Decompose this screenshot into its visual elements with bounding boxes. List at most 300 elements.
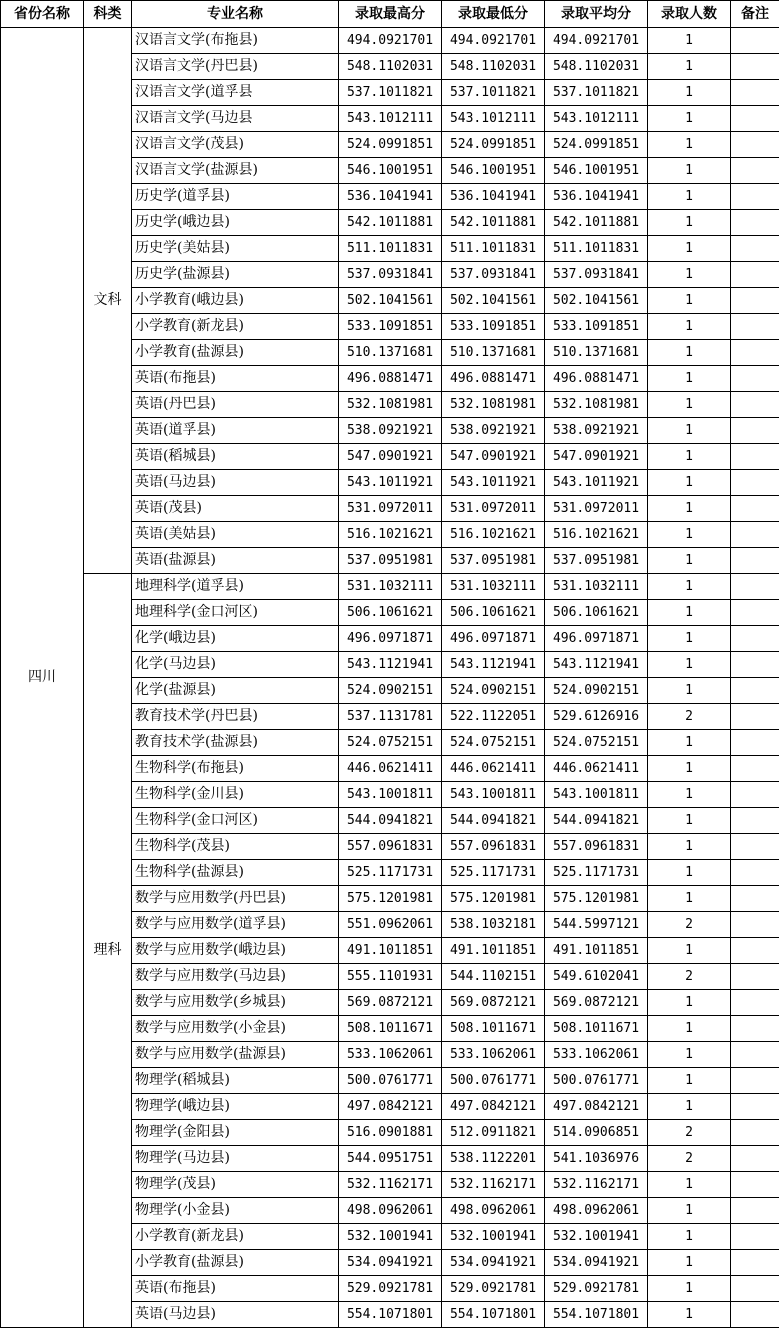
min-score-cell: 538.1032181 (442, 912, 545, 938)
count-cell: 1 (648, 262, 731, 288)
remarks-cell (731, 808, 779, 834)
count-cell: 1 (648, 730, 731, 756)
category-cell: 文科 (84, 28, 132, 574)
count-cell: 2 (648, 912, 731, 938)
remarks-cell (731, 236, 779, 262)
min-score-cell: 534.0941921 (442, 1250, 545, 1276)
max-score-cell: 516.0901881 (339, 1120, 442, 1146)
major-cell: 化学(峨边县) (132, 626, 339, 652)
major-cell: 生物科学(茂县) (132, 834, 339, 860)
header-min-score: 录取最低分 (442, 1, 545, 28)
avg-score-cell: 446.0621411 (545, 756, 648, 782)
remarks-cell (731, 912, 779, 938)
major-cell: 小学教育(盐源县) (132, 340, 339, 366)
remarks-cell (731, 522, 779, 548)
count-cell: 1 (648, 756, 731, 782)
remarks-cell (731, 1224, 779, 1250)
avg-score-cell: 533.1091851 (545, 314, 648, 340)
major-cell: 数学与应用数学(乡城县) (132, 990, 339, 1016)
min-score-cell: 533.1091851 (442, 314, 545, 340)
max-score-cell: 498.0962061 (339, 1198, 442, 1224)
min-score-cell: 496.0881471 (442, 366, 545, 392)
max-score-cell: 496.0971871 (339, 626, 442, 652)
major-cell: 数学与应用数学(盐源县) (132, 1042, 339, 1068)
min-score-cell: 524.0752151 (442, 730, 545, 756)
avg-score-cell: 508.1011671 (545, 1016, 648, 1042)
max-score-cell: 536.1041941 (339, 184, 442, 210)
header-row (1, 1, 779, 28)
min-score-cell: 525.1171731 (442, 860, 545, 886)
avg-score-cell: 537.1011821 (545, 80, 648, 106)
major-cell: 物理学(金阳县) (132, 1120, 339, 1146)
remarks-cell (731, 340, 779, 366)
remarks-cell (731, 1120, 779, 1146)
min-score-cell: 500.0761771 (442, 1068, 545, 1094)
avg-score-cell: 494.0921701 (545, 28, 648, 54)
count-cell: 1 (648, 1042, 731, 1068)
max-score-cell: 569.0872121 (339, 990, 442, 1016)
remarks-cell (731, 314, 779, 340)
remarks-cell (731, 600, 779, 626)
count-cell: 1 (648, 184, 731, 210)
max-score-cell: 532.1001941 (339, 1224, 442, 1250)
min-score-cell: 516.1021621 (442, 522, 545, 548)
count-cell: 1 (648, 132, 731, 158)
remarks-cell (731, 574, 779, 600)
remarks-cell (731, 548, 779, 574)
major-cell: 生物科学(金川县) (132, 782, 339, 808)
count-cell: 1 (648, 938, 731, 964)
max-score-cell: 543.1011921 (339, 470, 442, 496)
count-cell: 1 (648, 1068, 731, 1094)
avg-score-cell: 516.1021621 (545, 522, 648, 548)
min-score-cell: 537.1011821 (442, 80, 545, 106)
max-score-cell: 554.1071801 (339, 1302, 442, 1328)
min-score-cell: 537.0931841 (442, 262, 545, 288)
max-score-cell: 537.0931841 (339, 262, 442, 288)
remarks-cell (731, 1042, 779, 1068)
remarks-cell (731, 886, 779, 912)
max-score-cell: 516.1021621 (339, 522, 442, 548)
major-cell: 英语(茂县) (132, 496, 339, 522)
min-score-cell: 569.0872121 (442, 990, 545, 1016)
major-cell: 物理学(马边县) (132, 1146, 339, 1172)
count-cell: 1 (648, 574, 731, 600)
max-score-cell: 497.0842121 (339, 1094, 442, 1120)
max-score-cell: 542.1011881 (339, 210, 442, 236)
avg-score-cell: 543.1012111 (545, 106, 648, 132)
avg-score-cell: 514.0906851 (545, 1120, 648, 1146)
major-cell: 小学教育(新龙县) (132, 1224, 339, 1250)
major-cell: 物理学(峨边县) (132, 1094, 339, 1120)
major-cell: 生物科学(盐源县) (132, 860, 339, 886)
avg-score-cell: 538.0921921 (545, 418, 648, 444)
major-cell: 汉语言文学(茂县) (132, 132, 339, 158)
major-cell: 数学与应用数学(马边县) (132, 964, 339, 990)
remarks-cell (731, 1172, 779, 1198)
min-score-cell: 446.0621411 (442, 756, 545, 782)
count-cell: 2 (648, 1120, 731, 1146)
min-score-cell: 524.0991851 (442, 132, 545, 158)
avg-score-cell: 546.1001951 (545, 158, 648, 184)
table-body (1, 28, 779, 1328)
min-score-cell: 543.1011921 (442, 470, 545, 496)
major-cell: 英语(马边县) (132, 1302, 339, 1328)
count-cell: 1 (648, 652, 731, 678)
count-cell: 1 (648, 236, 731, 262)
remarks-cell (731, 1198, 779, 1224)
remarks-cell (731, 184, 779, 210)
count-cell: 2 (648, 964, 731, 990)
count-cell: 1 (648, 808, 731, 834)
max-score-cell: 506.1061621 (339, 600, 442, 626)
count-cell: 1 (648, 782, 731, 808)
remarks-cell (731, 106, 779, 132)
header-max-score: 录取最高分 (339, 1, 442, 28)
min-score-cell: 496.0971871 (442, 626, 545, 652)
count-cell: 1 (648, 418, 731, 444)
major-cell: 汉语言文学(盐源县) (132, 158, 339, 184)
max-score-cell: 531.0972011 (339, 496, 442, 522)
min-score-cell: 529.0921781 (442, 1276, 545, 1302)
max-score-cell: 548.1102031 (339, 54, 442, 80)
min-score-cell: 512.0911821 (442, 1120, 545, 1146)
max-score-cell: 534.0941921 (339, 1250, 442, 1276)
major-cell: 英语(道孚县) (132, 418, 339, 444)
major-cell: 数学与应用数学(小金县) (132, 1016, 339, 1042)
min-score-cell: 554.1071801 (442, 1302, 545, 1328)
max-score-cell: 533.1091851 (339, 314, 442, 340)
major-cell: 生物科学(金口河区) (132, 808, 339, 834)
count-cell: 1 (648, 1302, 731, 1328)
max-score-cell: 546.1001951 (339, 158, 442, 184)
min-score-cell: 508.1011671 (442, 1016, 545, 1042)
min-score-cell: 575.1201981 (442, 886, 545, 912)
avg-score-cell: 498.0962061 (545, 1198, 648, 1224)
count-cell: 1 (648, 496, 731, 522)
min-score-cell: 522.1122051 (442, 704, 545, 730)
major-cell: 汉语言文学(丹巴县) (132, 54, 339, 80)
header-category: 科类 (84, 1, 132, 28)
avg-score-cell: 575.1201981 (545, 886, 648, 912)
max-score-cell: 502.1041561 (339, 288, 442, 314)
count-cell: 1 (648, 626, 731, 652)
table-row (1, 28, 779, 54)
major-cell: 教育技术学(丹巴县) (132, 704, 339, 730)
remarks-cell (731, 1094, 779, 1120)
major-cell: 汉语言文学(马边县 (132, 106, 339, 132)
max-score-cell: 533.1062061 (339, 1042, 442, 1068)
count-cell: 1 (648, 1276, 731, 1302)
min-score-cell: 524.0902151 (442, 678, 545, 704)
avg-score-cell: 554.1071801 (545, 1302, 648, 1328)
max-score-cell: 544.0941821 (339, 808, 442, 834)
avg-score-cell: 549.6102041 (545, 964, 648, 990)
remarks-cell (731, 860, 779, 886)
avg-score-cell: 525.1171731 (545, 860, 648, 886)
max-score-cell: 529.0921781 (339, 1276, 442, 1302)
avg-score-cell: 543.1011921 (545, 470, 648, 496)
min-score-cell: 544.0941821 (442, 808, 545, 834)
max-score-cell: 575.1201981 (339, 886, 442, 912)
remarks-cell (731, 626, 779, 652)
avg-score-cell: 548.1102031 (545, 54, 648, 80)
avg-score-cell: 543.1121941 (545, 652, 648, 678)
header-count: 录取人数 (648, 1, 731, 28)
major-cell: 历史学(美姑县) (132, 236, 339, 262)
count-cell: 1 (648, 1094, 731, 1120)
min-score-cell: 544.1102151 (442, 964, 545, 990)
major-cell: 地理科学(金口河区) (132, 600, 339, 626)
avg-score-cell: 544.5997121 (545, 912, 648, 938)
max-score-cell: 510.1371681 (339, 340, 442, 366)
count-cell: 1 (648, 314, 731, 340)
avg-score-cell: 569.0872121 (545, 990, 648, 1016)
min-score-cell: 537.0951981 (442, 548, 545, 574)
remarks-cell (731, 496, 779, 522)
max-score-cell: 547.0901921 (339, 444, 442, 470)
min-score-cell: 536.1041941 (442, 184, 545, 210)
max-score-cell: 446.0621411 (339, 756, 442, 782)
max-score-cell: 524.0902151 (339, 678, 442, 704)
min-score-cell: 532.1081981 (442, 392, 545, 418)
avg-score-cell: 536.1041941 (545, 184, 648, 210)
remarks-cell (731, 418, 779, 444)
min-score-cell: 543.1001811 (442, 782, 545, 808)
remarks-cell (731, 392, 779, 418)
count-cell: 1 (648, 470, 731, 496)
province-cell: 四川 (1, 28, 84, 1328)
major-cell: 生物科学(布拖县) (132, 756, 339, 782)
major-cell: 数学与应用数学(丹巴县) (132, 886, 339, 912)
remarks-cell (731, 132, 779, 158)
min-score-cell: 506.1061621 (442, 600, 545, 626)
remarks-cell (731, 1016, 779, 1042)
major-cell: 小学教育(新龙县) (132, 314, 339, 340)
min-score-cell: 494.0921701 (442, 28, 545, 54)
avg-score-cell: 510.1371681 (545, 340, 648, 366)
max-score-cell: 508.1011671 (339, 1016, 442, 1042)
max-score-cell: 557.0961831 (339, 834, 442, 860)
header-remarks: 备注 (731, 1, 779, 28)
count-cell: 1 (648, 678, 731, 704)
count-cell: 1 (648, 886, 731, 912)
major-cell: 数学与应用数学(峨边县) (132, 938, 339, 964)
remarks-cell (731, 1276, 779, 1302)
avg-score-cell: 496.0881471 (545, 366, 648, 392)
avg-score-cell: 524.0902151 (545, 678, 648, 704)
major-cell: 汉语言文学(布拖县) (132, 28, 339, 54)
major-cell: 英语(布拖县) (132, 366, 339, 392)
remarks-cell (731, 210, 779, 236)
min-score-cell: 547.0901921 (442, 444, 545, 470)
count-cell: 1 (648, 522, 731, 548)
count-cell: 1 (648, 80, 731, 106)
major-cell: 汉语言文学(道孚县 (132, 80, 339, 106)
avg-score-cell: 511.1011831 (545, 236, 648, 262)
count-cell: 1 (648, 106, 731, 132)
avg-score-cell: 537.0951981 (545, 548, 648, 574)
max-score-cell: 544.0951751 (339, 1146, 442, 1172)
avg-score-cell: 541.1036976 (545, 1146, 648, 1172)
count-cell: 2 (648, 1146, 731, 1172)
max-score-cell: 524.0752151 (339, 730, 442, 756)
remarks-cell (731, 54, 779, 80)
count-cell: 1 (648, 860, 731, 886)
count-cell: 1 (648, 158, 731, 184)
count-cell: 2 (648, 704, 731, 730)
remarks-cell (731, 964, 779, 990)
avg-score-cell: 497.0842121 (545, 1094, 648, 1120)
max-score-cell: 543.1012111 (339, 106, 442, 132)
remarks-cell (731, 704, 779, 730)
min-score-cell: 531.1032111 (442, 574, 545, 600)
max-score-cell: 538.0921921 (339, 418, 442, 444)
remarks-cell (731, 366, 779, 392)
remarks-cell (731, 158, 779, 184)
remarks-cell (731, 730, 779, 756)
avg-score-cell: 544.0941821 (545, 808, 648, 834)
max-score-cell: 543.1001811 (339, 782, 442, 808)
count-cell: 1 (648, 28, 731, 54)
avg-score-cell: 543.1001811 (545, 782, 648, 808)
major-cell: 英语(美姑县) (132, 522, 339, 548)
header-province: 省份名称 (1, 1, 84, 28)
avg-score-cell: 534.0941921 (545, 1250, 648, 1276)
max-score-cell: 511.1011831 (339, 236, 442, 262)
count-cell: 1 (648, 366, 731, 392)
count-cell: 1 (648, 1250, 731, 1276)
avg-score-cell: 524.0752151 (545, 730, 648, 756)
count-cell: 1 (648, 1198, 731, 1224)
major-cell: 英语(马边县) (132, 470, 339, 496)
min-score-cell: 538.0921921 (442, 418, 545, 444)
remarks-cell (731, 938, 779, 964)
min-score-cell: 538.1122201 (442, 1146, 545, 1172)
min-score-cell: 531.0972011 (442, 496, 545, 522)
remarks-cell (731, 262, 779, 288)
min-score-cell: 548.1102031 (442, 54, 545, 80)
remarks-cell (731, 678, 779, 704)
min-score-cell: 532.1001941 (442, 1224, 545, 1250)
remarks-cell (731, 1302, 779, 1328)
min-score-cell: 533.1062061 (442, 1042, 545, 1068)
min-score-cell: 497.0842121 (442, 1094, 545, 1120)
major-cell: 教育技术学(盐源县) (132, 730, 339, 756)
avg-score-cell: 502.1041561 (545, 288, 648, 314)
min-score-cell: 510.1371681 (442, 340, 545, 366)
major-cell: 小学教育(盐源县) (132, 1250, 339, 1276)
table-row (1, 574, 779, 600)
avg-score-cell: 533.1062061 (545, 1042, 648, 1068)
avg-score-cell: 496.0971871 (545, 626, 648, 652)
major-cell: 地理科学(道孚县) (132, 574, 339, 600)
major-cell: 物理学(茂县) (132, 1172, 339, 1198)
count-cell: 1 (648, 210, 731, 236)
remarks-cell (731, 28, 779, 54)
count-cell: 1 (648, 990, 731, 1016)
max-score-cell: 532.1081981 (339, 392, 442, 418)
major-cell: 英语(丹巴县) (132, 392, 339, 418)
avg-score-cell: 557.0961831 (545, 834, 648, 860)
min-score-cell: 511.1011831 (442, 236, 545, 262)
max-score-cell: 494.0921701 (339, 28, 442, 54)
remarks-cell (731, 1146, 779, 1172)
count-cell: 1 (648, 834, 731, 860)
remarks-cell (731, 444, 779, 470)
remarks-cell (731, 990, 779, 1016)
major-cell: 数学与应用数学(道孚县) (132, 912, 339, 938)
avg-score-cell: 532.1162171 (545, 1172, 648, 1198)
max-score-cell: 525.1171731 (339, 860, 442, 886)
max-score-cell: 555.1101931 (339, 964, 442, 990)
remarks-cell (731, 756, 779, 782)
max-score-cell: 496.0881471 (339, 366, 442, 392)
avg-score-cell: 524.0991851 (545, 132, 648, 158)
remarks-cell (731, 782, 779, 808)
min-score-cell: 491.1011851 (442, 938, 545, 964)
avg-score-cell: 500.0761771 (545, 1068, 648, 1094)
remarks-cell (731, 1068, 779, 1094)
avg-score-cell: 532.1081981 (545, 392, 648, 418)
count-cell: 1 (648, 548, 731, 574)
count-cell: 1 (648, 54, 731, 80)
max-score-cell: 537.0951981 (339, 548, 442, 574)
major-cell: 历史学(盐源县) (132, 262, 339, 288)
remarks-cell (731, 834, 779, 860)
max-score-cell: 543.1121941 (339, 652, 442, 678)
min-score-cell: 532.1162171 (442, 1172, 545, 1198)
remarks-cell (731, 470, 779, 496)
max-score-cell: 491.1011851 (339, 938, 442, 964)
max-score-cell: 537.1011821 (339, 80, 442, 106)
header-major: 专业名称 (132, 1, 339, 28)
major-cell: 化学(盐源县) (132, 678, 339, 704)
count-cell: 1 (648, 1172, 731, 1198)
count-cell: 1 (648, 1224, 731, 1250)
min-score-cell: 546.1001951 (442, 158, 545, 184)
major-cell: 历史学(道孚县) (132, 184, 339, 210)
avg-score-cell: 506.1061621 (545, 600, 648, 626)
remarks-cell (731, 288, 779, 314)
min-score-cell: 543.1121941 (442, 652, 545, 678)
major-cell: 英语(稻城县) (132, 444, 339, 470)
count-cell: 1 (648, 340, 731, 366)
major-cell: 历史学(峨边县) (132, 210, 339, 236)
avg-score-cell: 529.6126916 (545, 704, 648, 730)
major-cell: 小学教育(峨边县) (132, 288, 339, 314)
avg-score-cell: 547.0901921 (545, 444, 648, 470)
max-score-cell: 500.0761771 (339, 1068, 442, 1094)
max-score-cell: 532.1162171 (339, 1172, 442, 1198)
count-cell: 1 (648, 444, 731, 470)
remarks-cell (731, 1250, 779, 1276)
count-cell: 1 (648, 288, 731, 314)
count-cell: 1 (648, 1016, 731, 1042)
count-cell: 1 (648, 600, 731, 626)
major-cell: 化学(马边县) (132, 652, 339, 678)
remarks-cell (731, 80, 779, 106)
max-score-cell: 537.1131781 (339, 704, 442, 730)
max-score-cell: 551.0962061 (339, 912, 442, 938)
min-score-cell: 557.0961831 (442, 834, 545, 860)
min-score-cell: 543.1012111 (442, 106, 545, 132)
max-score-cell: 531.1032111 (339, 574, 442, 600)
major-cell: 英语(盐源县) (132, 548, 339, 574)
major-cell: 物理学(稻城县) (132, 1068, 339, 1094)
count-cell: 1 (648, 392, 731, 418)
avg-score-cell: 531.1032111 (545, 574, 648, 600)
